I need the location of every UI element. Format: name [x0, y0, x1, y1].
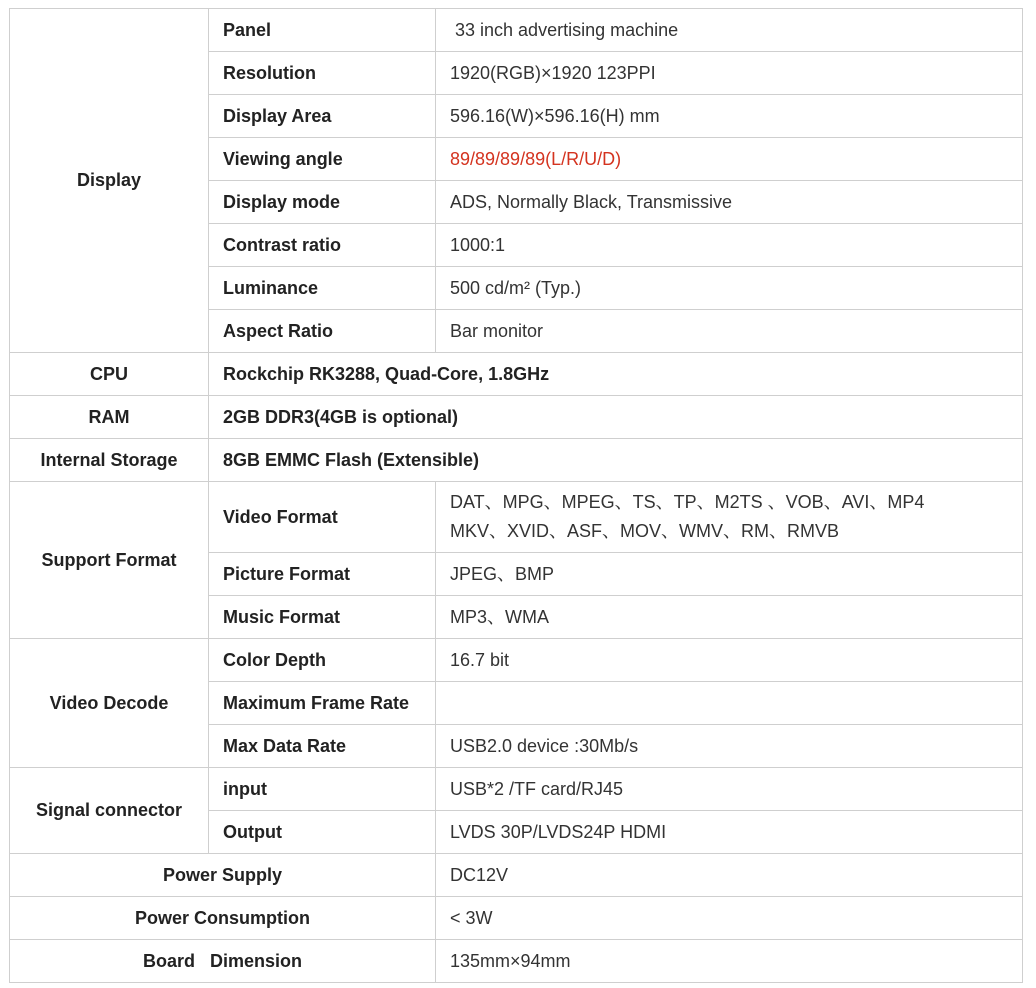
- category-signal-connector: Signal connector: [10, 768, 209, 854]
- param-max-data-rate: Max Data Rate: [209, 725, 436, 768]
- category-storage: Internal Storage: [10, 439, 209, 482]
- table-row: [10, 639, 1023, 682]
- value-power-consumption: < 3W: [436, 897, 1023, 940]
- value-music-format: MP3、WMA: [436, 596, 1023, 639]
- table-row: [10, 482, 1023, 553]
- param-aspect-ratio: Aspect Ratio: [209, 310, 436, 353]
- table-row: [10, 768, 1023, 811]
- label-power-consumption: Power Consumption: [10, 897, 436, 940]
- value-aspect-ratio: Bar monitor: [436, 310, 1023, 353]
- category-display: Display: [10, 9, 209, 353]
- table-row: [10, 353, 1023, 396]
- table-row: [10, 854, 1023, 897]
- value-display-area: 596.16(W)×596.16(H) mm: [436, 95, 1023, 138]
- value-storage: 8GB EMMC Flash (Extensible): [209, 439, 1023, 482]
- spec-table: [9, 8, 1023, 983]
- value-board-dimension: 135mm×94mm: [436, 940, 1023, 983]
- value-ram: 2GB DDR3(4GB is optional): [209, 396, 1023, 439]
- param-picture-format: Picture Format: [209, 553, 436, 596]
- table-row: [10, 396, 1023, 439]
- category-video-decode: Video Decode: [10, 639, 209, 768]
- value-contrast-ratio: 1000:1: [436, 224, 1023, 267]
- value-viewing-angle: 89/89/89/89(L/R/U/D): [436, 138, 1023, 181]
- value-video-format: [436, 482, 1023, 553]
- param-panel: Panel: [209, 9, 436, 52]
- value-luminance: 500 cd/m² (Typ.): [436, 267, 1023, 310]
- value-input: USB*2 /TF card/RJ45: [436, 768, 1023, 811]
- param-output: Output: [209, 811, 436, 854]
- label-board-dimension: Board Dimension: [10, 940, 436, 983]
- value-output: LVDS 30P/LVDS24P HDMI: [436, 811, 1023, 854]
- value-power-supply: DC12V: [436, 854, 1023, 897]
- param-video-format: Video Format: [209, 482, 436, 553]
- category-cpu: CPU: [10, 353, 209, 396]
- param-luminance: Luminance: [209, 267, 436, 310]
- param-viewing-angle: Viewing angle: [209, 138, 436, 181]
- value-resolution: 1920(RGB)×1920 123PPI: [436, 52, 1023, 95]
- value-cpu: Rockchip RK3288, Quad-Core, 1.8GHz: [209, 353, 1023, 396]
- param-display-area: Display Area: [209, 95, 436, 138]
- value-display-mode: ADS, Normally Black, Transmissive: [436, 181, 1023, 224]
- value-video-format-line1: DAT、MPG、MPEG、TS、TP、M2TS 、VOB、AVI、MP4: [450, 492, 925, 512]
- label-power-supply: Power Supply: [10, 854, 436, 897]
- param-color-depth: Color Depth: [209, 639, 436, 682]
- table-row: [10, 940, 1023, 983]
- param-input: input: [209, 768, 436, 811]
- table-row: [10, 439, 1023, 482]
- param-display-mode: Display mode: [209, 181, 436, 224]
- value-max-data-rate: USB2.0 device :30Mb/s: [436, 725, 1023, 768]
- value-video-format-line2: MKV、XVID、ASF、MOV、WMV、RM、RMVB: [450, 521, 840, 541]
- table-row: [10, 897, 1023, 940]
- table-row: [10, 9, 1023, 52]
- value-picture-format: JPEG、BMP: [436, 553, 1023, 596]
- category-ram: RAM: [10, 396, 209, 439]
- param-max-frame-rate: Maximum Frame Rate: [209, 682, 436, 725]
- value-panel: 33 inch advertising machine: [436, 9, 1023, 52]
- param-music-format: Music Format: [209, 596, 436, 639]
- param-contrast-ratio: Contrast ratio: [209, 224, 436, 267]
- param-resolution: Resolution: [209, 52, 436, 95]
- value-color-depth: 16.7 bit: [436, 639, 1023, 682]
- value-max-frame-rate: [436, 682, 1023, 725]
- category-support-format: Support Format: [10, 482, 209, 639]
